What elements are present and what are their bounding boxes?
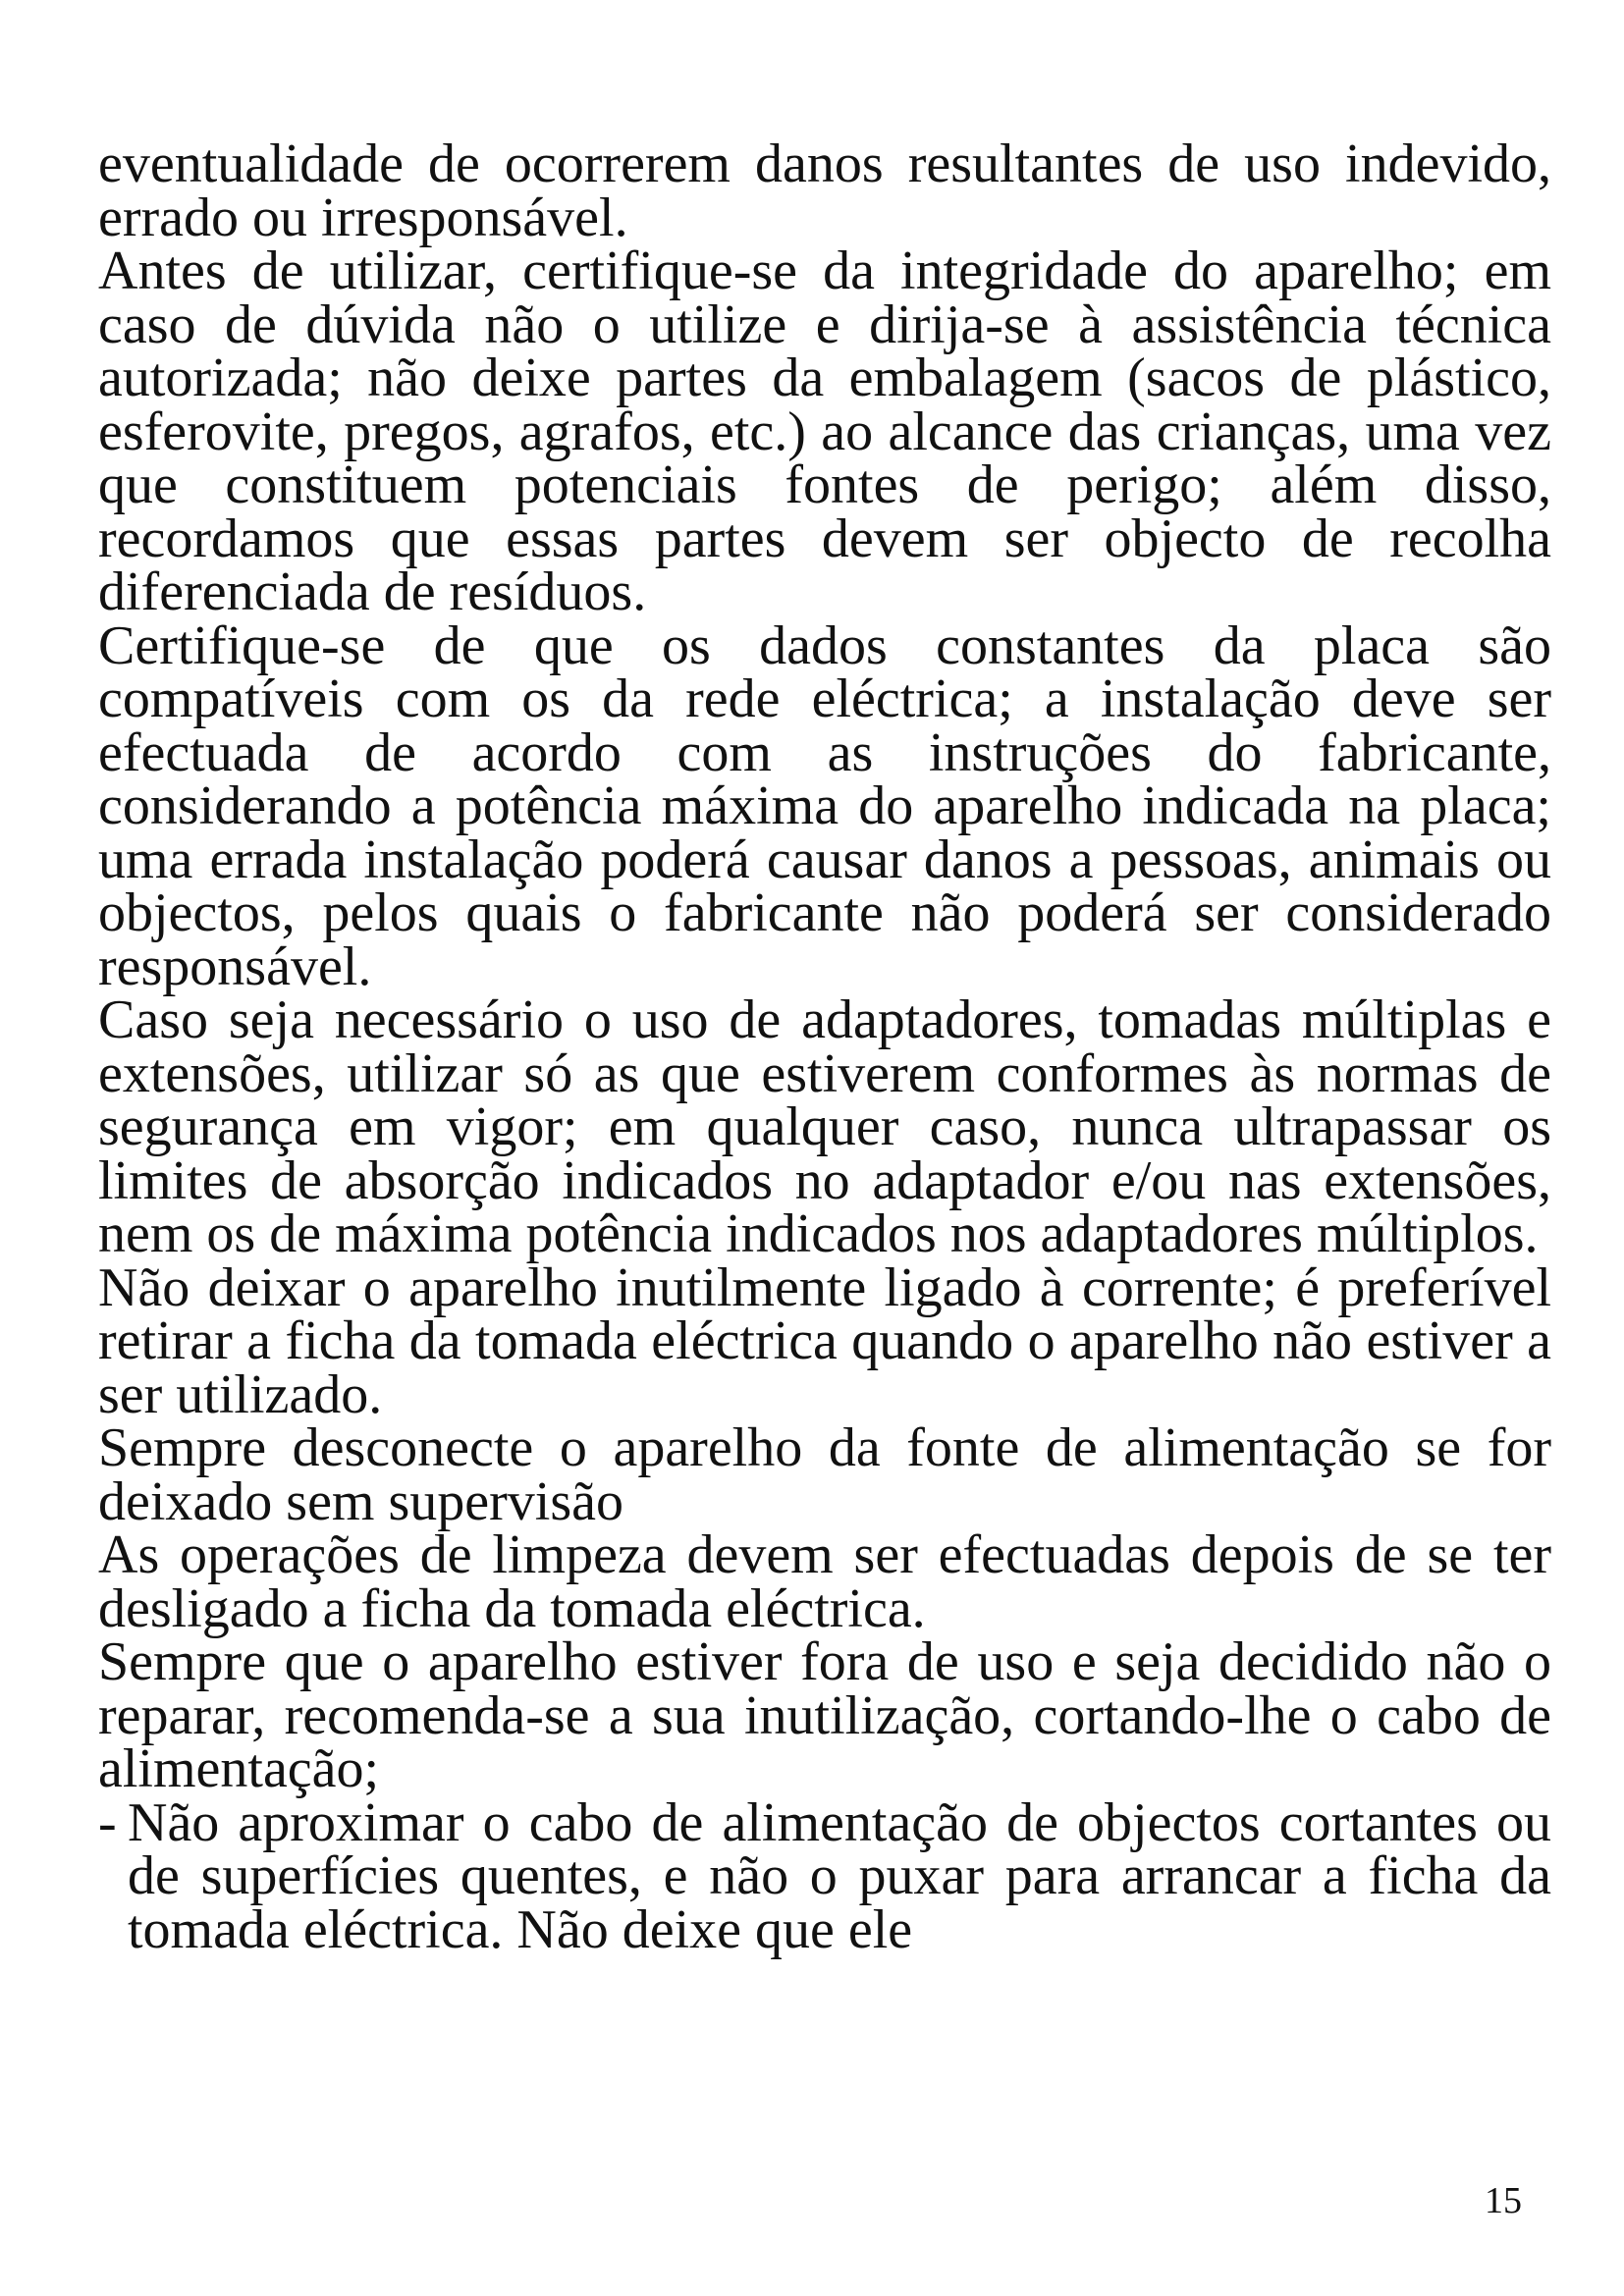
paragraph-cleaning: As operações de limpeza devem ser efectuadas depois de se ter desligado a ficha da tomada eléctrica. [98,1524,1551,1639]
page-number: 15 [1485,2180,1522,2221]
paragraph-unplug: Não deixar o aparelho inutilmente ligado à corrente; é preferível retirar a ficha da tomada eléctrica quando o aparelho não estiver a ser utilizado. [98,1256,1551,1425]
paragraph-supervision: Sempre desconecte o aparelho da fonte de alimentação se for deixado sem supervisão [98,1417,1551,1532]
paragraph-electrical-data: Certifique-se de que os dados constantes da placa são compatíveis com os da rede eléctrica; a instalação deve ser efectuada de acordo com as instruções do fabricante, considerando a potência máxima do aparelho indicada na placa; uma errada instalação poderá causar danos a pessoas, animais ou objectos, pelos quais o fabricante não poderá ser considerado responsável. [98,614,1551,997]
bullet-marker: - [98,1791,117,1853]
paragraph-integrity-check: Antes de utilizar, certifique-se da integridade do aparelho; em caso de dúvida não o utilize e dirija-se à assistência técnica autorizada; não deixe partes da embalagem (sacos de plástico, esferovite, pregos, agrafos, etc.) ao alcance das crianças, uma vez que constituem potenciais fontes de perigo; além disso, recordamos que essas partes devem ser objecto de recolha diferenciada de resíduos. [98,240,1551,622]
paragraph-continuation: eventualidade de ocorrerem danos resultantes de uso indevido, errado ou irresponsável. [98,133,1551,248]
document-body [98,133,1551,1960]
paragraph-adapters: Caso seja necessário o uso de adaptadores, tomadas múltiplas e extensões, utilizar só as que estiverem conformes às normas de segurança em vigor; em qualquer caso, nunca ultrapassar os limites de absorção indicados no adaptador e/ou nas extensões, nem os de máxima potência indicados nos adaptadores múltiplos. [98,989,1551,1264]
bullet-text: Não aproximar o cabo de alimentação de objectos cortantes ou de superfícies quentes, e não o puxar para arrancar a ficha da tomada eléctrica. Não deixe que ele [128,1791,1551,1960]
paragraph-disposal: Sempre que o aparelho estiver fora de uso e seja decidido não o reparar, recomenda-se a sua inutilização, cortando-lhe o cabo de alimentação; [98,1631,1551,1799]
bullet-item [98,1791,1551,1960]
